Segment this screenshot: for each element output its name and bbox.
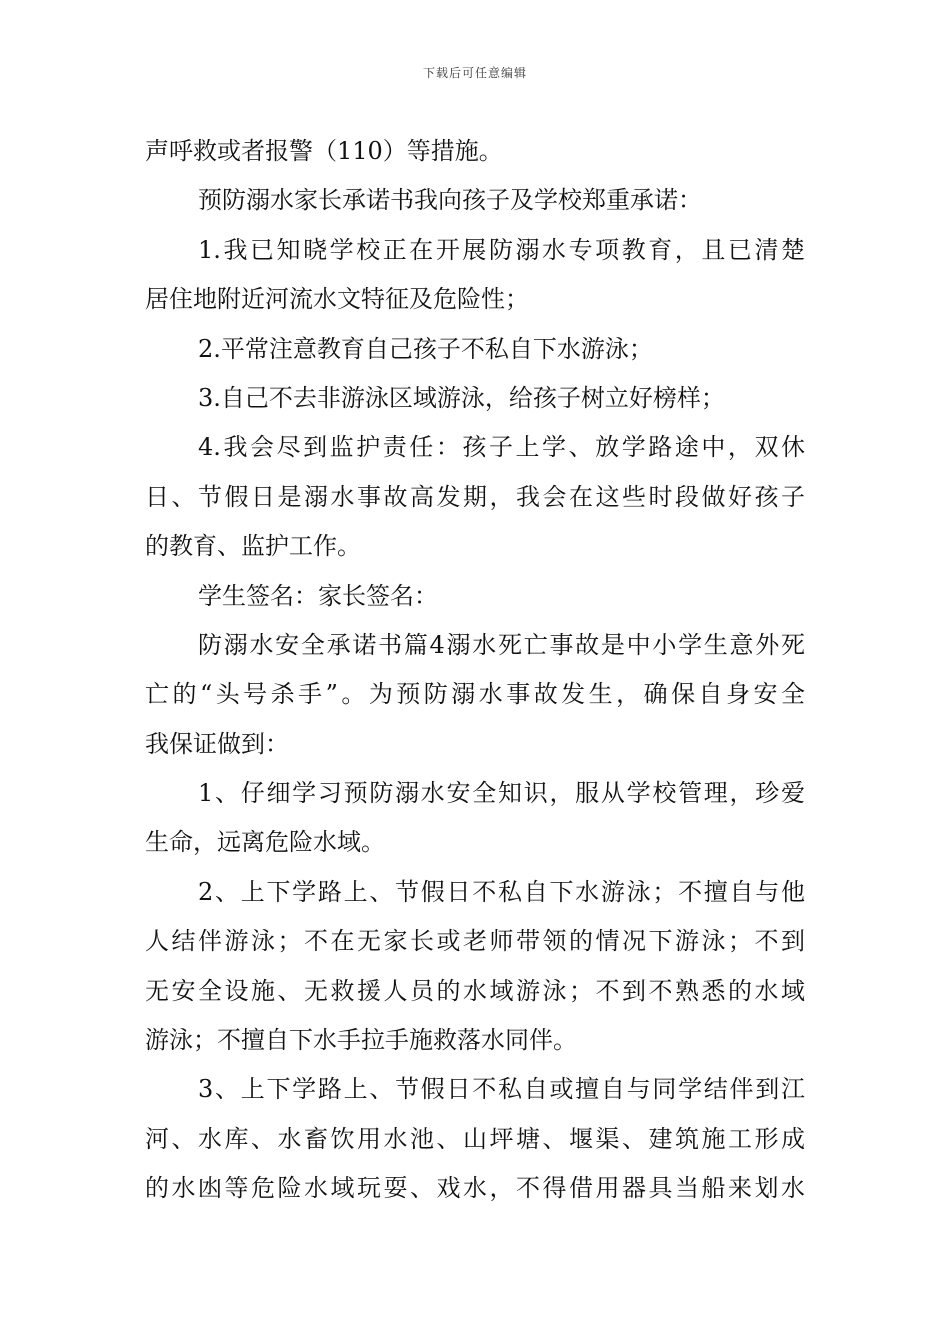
text-line: 2.平常注意教育自己孩子不私自下水游泳；: [198, 334, 653, 363]
text-line: 1.我已知晓学校正在开展防溺水专项教育，且已清楚: [198, 235, 805, 264]
signature-line: 学生签名：家长签名：: [198, 581, 438, 610]
text-line: 3.自己不去非游泳区域游泳，给孩子树立好榜样；: [198, 383, 725, 412]
text-line: 无安全设施、无救援人员的水域游泳；不到不熟悉的水域: [145, 976, 805, 1005]
document-body: [145, 127, 805, 1214]
text-line: 河、水库、水畜饮用水池、山坪塘、堰渠、建筑施工形成: [145, 1124, 805, 1153]
text-line: 声呼救或者报警（110）等措施。: [145, 137, 503, 165]
text-line: 的教育、监护工作。: [145, 532, 361, 561]
text-line: 人结伴游泳；不在无家长或老师带领的情况下游泳；不到: [145, 927, 805, 956]
text-line: 2、上下学路上、节假日不私自下水游泳；不擅自与他: [198, 877, 805, 906]
text-line: 我保证做到：: [145, 729, 289, 758]
text-line: 防溺水安全承诺书篇4溺水死亡事故是中小学生意外死: [198, 630, 805, 659]
text-line: 居住地附近河流水文特征及危险性；: [145, 285, 529, 314]
text-line: 亡的“头号杀手”。为预防溺水事故发生，确保自身安全: [145, 680, 805, 709]
text-line: 1、仔细学习预防溺水安全知识，服从学校管理，珍爱: [198, 779, 805, 808]
text-line: 游泳；不擅自下水手拉手施救落水同伴。: [145, 1026, 577, 1055]
text-line: 3、上下学路上、节假日不私自或擅自与同学结伴到江: [198, 1075, 805, 1104]
text-line: 4.我会尽到监护责任：孩子上学、放学路途中，双休: [198, 433, 805, 462]
page-header: 下载后可任意编辑: [422, 66, 527, 80]
text-line: 生命，远离危险水域。: [145, 828, 385, 857]
text-line: 日、节假日是溺水事故高发期，我会在这些时段做好孩子: [145, 482, 805, 511]
text-line: 的水凼等危险水域玩耍、戏水，不得借用器具当船来划水: [145, 1174, 805, 1203]
text-line: 预防溺水家长承诺书我向孩子及学校郑重承诺：: [198, 186, 702, 215]
